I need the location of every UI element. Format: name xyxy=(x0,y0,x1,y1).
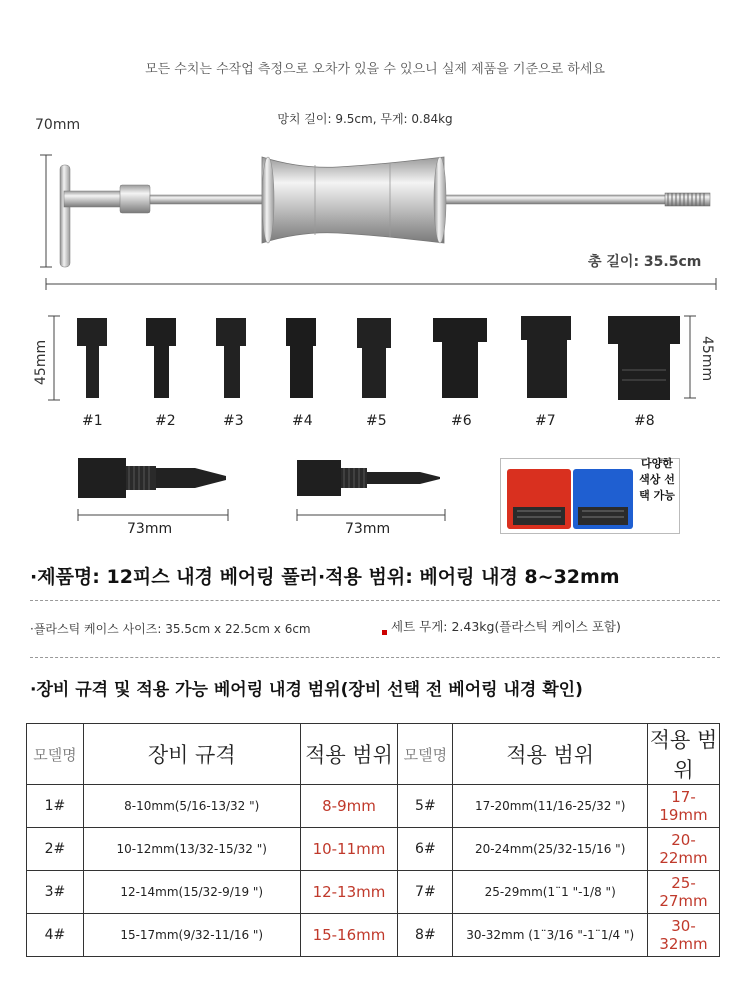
spec-cell: 12-14mm(15/32-9/19 ") xyxy=(83,871,300,914)
adapter-label-5: #5 xyxy=(366,413,387,429)
adapter-height-left: 45mm xyxy=(33,339,49,385)
case-size: ·플라스틱 케이스 사이즈: 35.5cm x 22.5cm x 6cm xyxy=(30,622,311,636)
range-cell: 25-27mm xyxy=(648,871,720,914)
header-model-2: 모델명 xyxy=(398,724,453,785)
adapter-label-6: #6 xyxy=(451,413,472,429)
set-weight-wrap xyxy=(382,617,621,635)
divider xyxy=(30,600,720,601)
adapters-image xyxy=(0,310,750,410)
extension-right-length: 73mm xyxy=(345,521,391,537)
model-cell: 8# xyxy=(398,914,453,957)
table-header-row xyxy=(27,724,720,785)
adapter-height-right: 45mm xyxy=(699,336,715,382)
header-model: 모델명 xyxy=(27,724,84,785)
slide-hammer-image xyxy=(0,135,750,295)
spec-table xyxy=(26,723,720,957)
header-range: 적용 범위 xyxy=(300,724,398,785)
table-row xyxy=(27,914,720,957)
range-cell: 30-32mm xyxy=(648,914,720,957)
model-cell: 4# xyxy=(27,914,84,957)
table-row xyxy=(27,785,720,828)
divider xyxy=(30,657,720,658)
range-cell: 8-9mm xyxy=(300,785,398,828)
range-cell: 17-19mm xyxy=(648,785,720,828)
range-cell: 10-11mm xyxy=(300,828,398,871)
handle-dimension: 70mm xyxy=(35,117,81,133)
spec-cell: 15-17mm(9/32-11/16 ") xyxy=(83,914,300,957)
product-title: ·제품명: 12피스 내경 베어링 풀러·적용 범위: 베어링 내경 8~32mm xyxy=(30,566,620,588)
hammer-label: 망치 길이: 9.5cm, 무게: 0.84kg xyxy=(277,112,453,126)
header-spec: 장비 규격 xyxy=(83,724,300,785)
range-cell: 12-13mm xyxy=(300,871,398,914)
range-cell: 20-22mm xyxy=(648,828,720,871)
model-cell: 2# xyxy=(27,828,84,871)
case-color-note: 다양한 색상 선택 가능 xyxy=(639,457,675,502)
spec-cell: 10-12mm(13/32-15/32 ") xyxy=(83,828,300,871)
set-weight: 세트 무게: 2.43kg(플라스틱 케이스 포함) xyxy=(391,619,621,634)
total-length: 총 길이: 35.5cm xyxy=(588,254,702,270)
range-cell: 15-16mm xyxy=(300,914,398,957)
adapter-label-3: #3 xyxy=(223,413,244,429)
spec-cell: 30-32mm (1¨3/16 "-1¨1/4 ") xyxy=(453,914,648,957)
adapter-label-8: #8 xyxy=(634,413,655,429)
spec-cell: 17-20mm(11/16-25/32 ") xyxy=(453,785,648,828)
model-cell: 7# xyxy=(398,871,453,914)
spec-cell: 8-10mm(5/16-13/32 ") xyxy=(83,785,300,828)
bullet-icon xyxy=(382,630,387,635)
adapter-label-4: #4 xyxy=(292,413,313,429)
spec-cell: 25-29mm(1¨1 "-1/8 ") xyxy=(453,871,648,914)
table-row xyxy=(27,828,720,871)
header-range-3: 적용 범위 xyxy=(648,724,720,785)
adapter-label-1: #1 xyxy=(82,413,103,429)
model-cell: 3# xyxy=(27,871,84,914)
measurement-notice: 모든 수치는 수작업 측정으로 오차가 있을 수 있으니 실제 제품을 기준으로 하세요 xyxy=(145,62,605,77)
spec-cell: 20-24mm(25/32-15/16 ") xyxy=(453,828,648,871)
header-range-2: 적용 범위 xyxy=(453,724,648,785)
adapter-label-2: #2 xyxy=(155,413,176,429)
table-title: ·장비 규격 및 적용 가능 베어링 내경 범위(장비 선택 전 베어링 내경 확인) xyxy=(30,680,583,700)
model-cell: 6# xyxy=(398,828,453,871)
table-row xyxy=(27,871,720,914)
extension-left-length: 73mm xyxy=(127,521,173,537)
extension-rods-image xyxy=(0,450,500,525)
adapter-label-7: #7 xyxy=(535,413,556,429)
model-cell: 5# xyxy=(398,785,453,828)
model-cell: 1# xyxy=(27,785,84,828)
